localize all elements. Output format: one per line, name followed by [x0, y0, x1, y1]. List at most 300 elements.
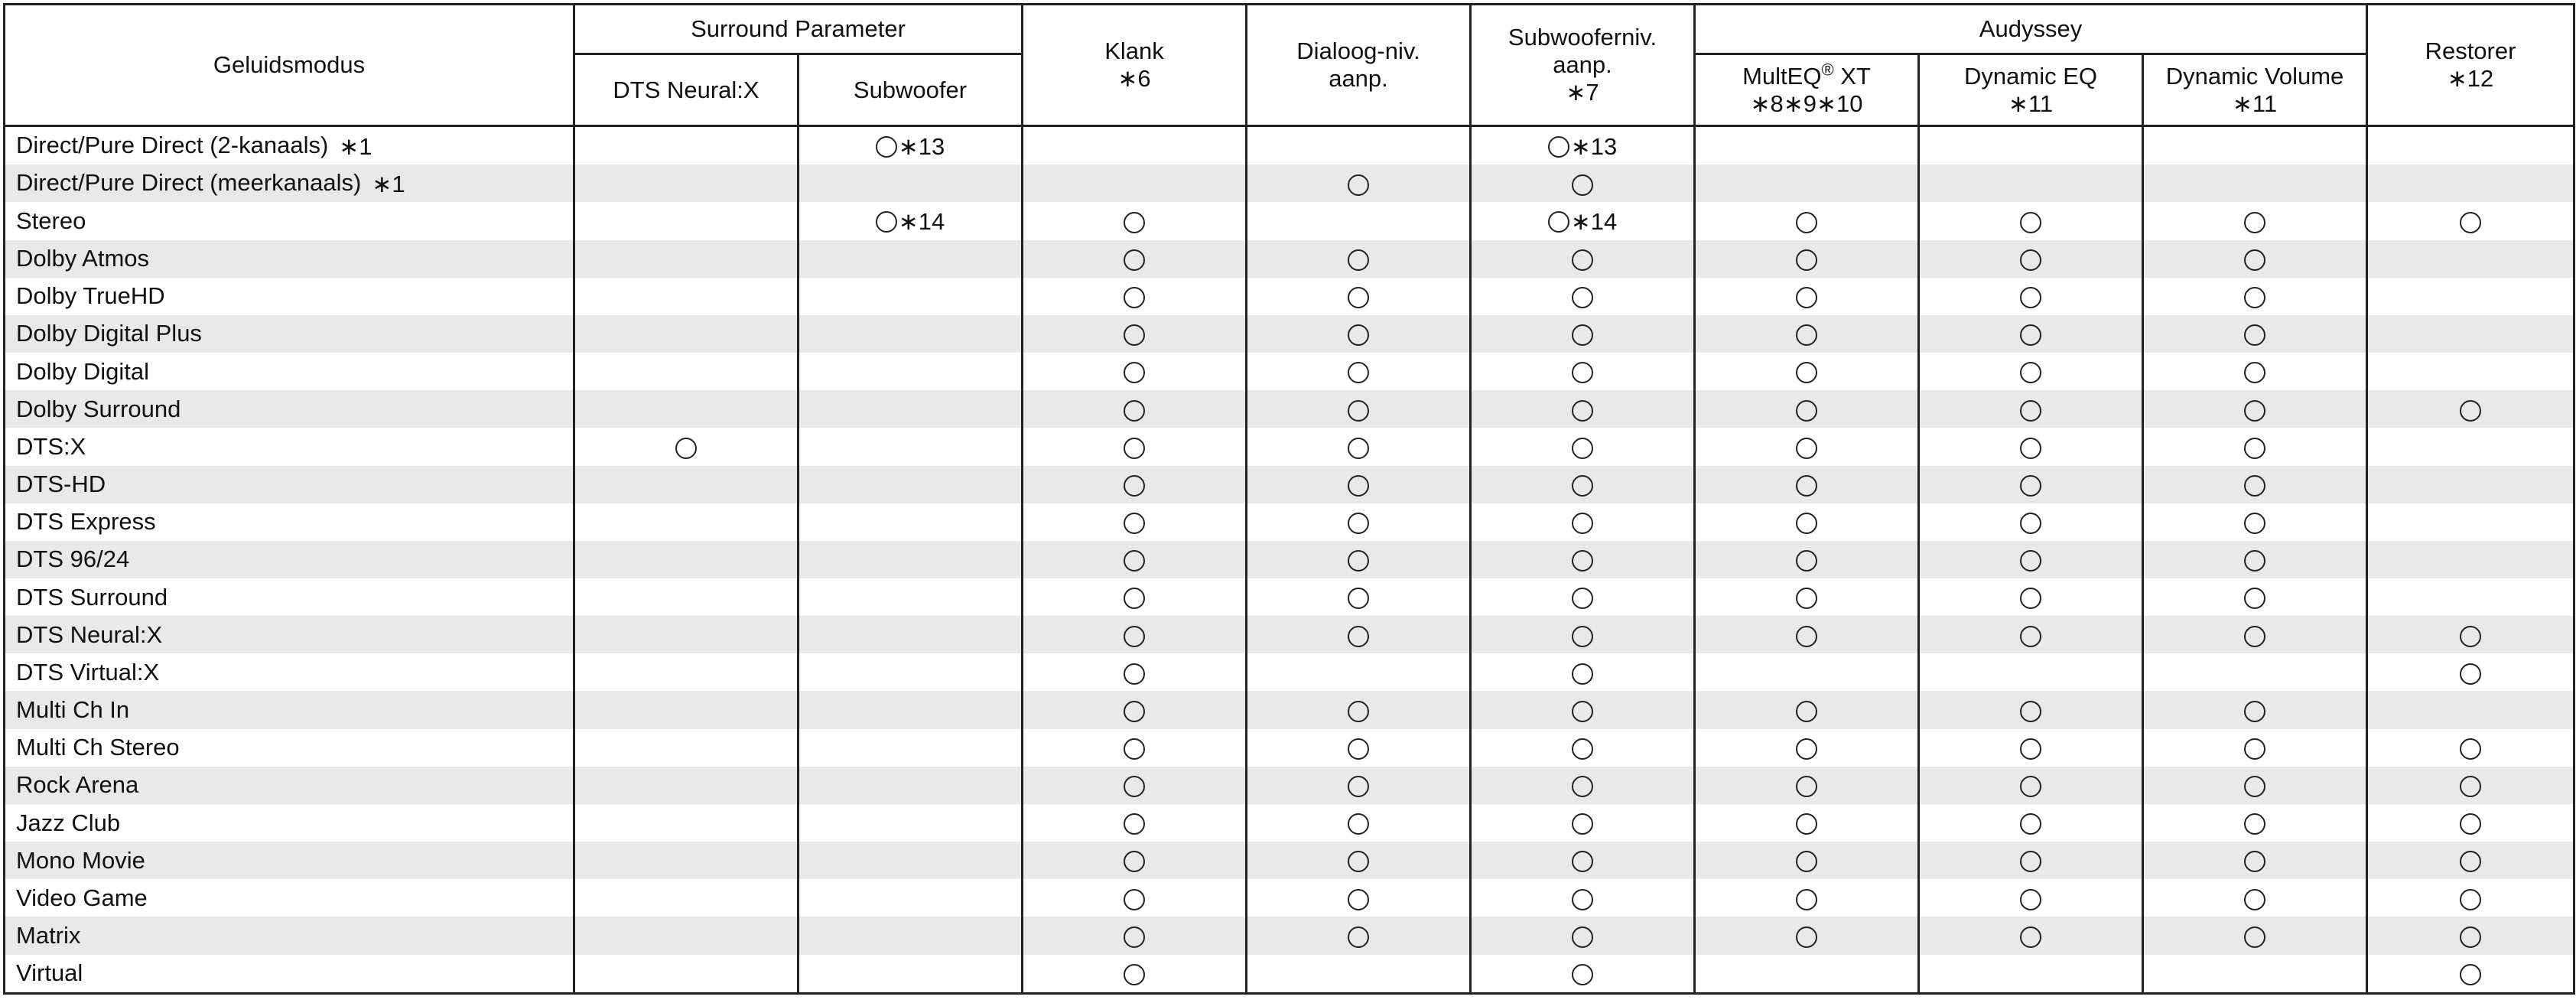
cell-dts-neural-x [574, 653, 798, 691]
cell-dialoog [1247, 202, 1471, 239]
supported-circle-icon [2460, 964, 2481, 985]
cell-dialoog [1247, 353, 1471, 390]
cell-dynamic-volume [2143, 955, 2367, 994]
cell-dts-neural-x [574, 616, 798, 653]
supported-circle-icon [876, 211, 897, 233]
supported-circle-icon [1348, 475, 1369, 497]
supported-circle-icon [1124, 287, 1145, 308]
cell-subwooferniv [1471, 164, 1695, 202]
cell-dynamic-volume [2143, 691, 2367, 728]
supported-circle-icon [2244, 701, 2265, 722]
cell-dynamic-eq [1919, 804, 2143, 842]
sound-mode-label: Multi Ch Stereo [16, 734, 180, 761]
cell-multeq [1695, 390, 1919, 428]
cell-multeq [1695, 428, 1919, 465]
cell-restorer [2367, 842, 2574, 879]
supported-circle-icon [2020, 738, 2041, 760]
sound-mode-cell [5, 917, 574, 954]
cell-multeq [1695, 315, 1919, 353]
supported-circle-icon [1796, 889, 1817, 910]
header-subwooferniv: Subwooferniv. aanp. ∗7 [1471, 5, 1695, 126]
supported-circle-icon [2020, 889, 2041, 910]
supported-circle-icon [1124, 438, 1145, 459]
cell-dynamic-eq [1919, 164, 2143, 202]
cell-klank [1023, 804, 1247, 842]
supported-circle-icon [2244, 324, 2265, 346]
supported-circle-icon [1348, 588, 1369, 609]
cell-dynamic-eq [1919, 917, 2143, 954]
cell-dts-neural-x [574, 691, 798, 728]
cell-klank [1023, 503, 1247, 541]
cell-dynamic-volume [2143, 879, 2367, 917]
supported-circle-icon [1572, 513, 1593, 534]
cell-klank [1023, 428, 1247, 465]
cell-dynamic-volume [2143, 126, 2367, 165]
supported-circle-icon [2460, 851, 2481, 872]
cell-restorer [2367, 353, 2574, 390]
supported-circle-icon [1348, 438, 1369, 459]
supported-circle-icon [2460, 626, 2481, 647]
supported-circle-icon [2460, 212, 2481, 233]
cell-dynamic-volume [2143, 202, 2367, 239]
supported-circle-icon [1348, 701, 1369, 722]
cell-restorer [2367, 541, 2574, 578]
cell-restorer [2367, 315, 2574, 353]
table-row [5, 691, 2574, 728]
sound-mode-label: Virtual [16, 959, 83, 987]
footnote-marker: ∗14 [1570, 207, 1618, 235]
sound-mode-label: DTS-HD [16, 471, 106, 498]
cell-dynamic-volume [2143, 917, 2367, 954]
supported-circle-icon [2020, 362, 2041, 383]
sound-mode-label: DTS:X [16, 432, 86, 460]
cell-dynamic-eq [1919, 578, 2143, 616]
supported-circle-icon [2244, 212, 2265, 233]
supported-circle-icon [2244, 738, 2265, 760]
header-klank: Klank ∗6 [1023, 5, 1247, 126]
sound-mode-cell [5, 240, 574, 278]
cell-klank [1023, 315, 1247, 353]
sound-mode-cell [5, 955, 574, 994]
supported-circle-icon [2020, 550, 2041, 572]
supported-circle-icon [2020, 249, 2041, 271]
cell-dynamic-eq [1919, 691, 2143, 728]
supported-circle-icon [2020, 475, 2041, 497]
cell-klank [1023, 653, 1247, 691]
cell-dialoog [1247, 315, 1471, 353]
supported-circle-icon [1348, 926, 1369, 948]
header-restorer: Restorer ∗12 [2367, 5, 2574, 126]
sound-mode-parameter-table [3, 3, 2575, 995]
cell-restorer [2367, 390, 2574, 428]
table-row [5, 804, 2574, 842]
supported-circle-icon [2460, 400, 2481, 422]
table-row [5, 917, 2574, 954]
cell-dynamic-eq [1919, 126, 2143, 165]
cell-subwooferniv [1471, 653, 1695, 691]
header-audyssey: Audyssey [1695, 5, 2367, 54]
cell-multeq [1695, 691, 1919, 728]
supported-circle-icon [1348, 550, 1369, 572]
supported-circle-icon [1796, 588, 1817, 609]
supported-circle-icon [2244, 438, 2265, 459]
cell-subwooferniv [1471, 126, 1695, 165]
sound-mode-cell [5, 541, 574, 578]
cell-multeq [1695, 164, 1919, 202]
sound-mode-cell [5, 315, 574, 353]
supported-circle-icon [1348, 174, 1369, 196]
cell-klank [1023, 879, 1247, 917]
sound-mode-label: Dolby Surround [16, 395, 181, 422]
sound-mode-cell [5, 466, 574, 503]
supported-circle-icon [1124, 889, 1145, 910]
supported-circle-icon [1796, 626, 1817, 647]
cell-subwoofer [798, 390, 1023, 428]
sound-mode-cell [5, 804, 574, 842]
cell-klank [1023, 353, 1247, 390]
cell-multeq [1695, 616, 1919, 653]
cell-klank [1023, 541, 1247, 578]
supported-circle-icon [1548, 211, 1569, 233]
cell-multeq [1695, 126, 1919, 165]
supported-circle-icon [1796, 776, 1817, 797]
cell-multeq [1695, 578, 1919, 616]
sound-mode-cell [5, 428, 574, 465]
cell-klank [1023, 240, 1247, 278]
supported-circle-icon [2020, 513, 2041, 534]
table-row [5, 278, 2574, 315]
cell-klank [1023, 616, 1247, 653]
supported-circle-icon [1548, 136, 1569, 158]
supported-circle-icon [1572, 738, 1593, 760]
cell-restorer [2367, 653, 2574, 691]
supported-circle-icon [1124, 324, 1145, 346]
supported-circle-icon [1796, 438, 1817, 459]
sound-mode-cell [5, 653, 574, 691]
supported-circle-icon [2020, 438, 2041, 459]
sound-mode-label: Matrix [16, 921, 81, 949]
table-row [5, 315, 2574, 353]
supported-circle-icon [2020, 287, 2041, 308]
cell-dynamic-volume [2143, 240, 2367, 278]
supported-circle-icon [2020, 851, 2041, 872]
cell-dynamic-eq [1919, 729, 2143, 767]
supported-circle-icon [1124, 738, 1145, 760]
supported-circle-icon [1572, 324, 1593, 346]
cell-dts-neural-x [574, 767, 798, 804]
cell-subwoofer [798, 691, 1023, 728]
supported-circle-icon [1796, 851, 1817, 872]
cell-klank [1023, 126, 1247, 165]
supported-circle-icon [2460, 738, 2481, 760]
supported-circle-icon [1348, 249, 1369, 271]
cell-restorer [2367, 278, 2574, 315]
supported-circle-icon [1572, 475, 1593, 497]
cell-subwooferniv [1471, 879, 1695, 917]
cell-subwooferniv [1471, 503, 1695, 541]
sound-mode-label: Rock Arena [16, 771, 139, 799]
supported-circle-icon [1572, 964, 1593, 985]
supported-circle-icon [1796, 926, 1817, 948]
supported-circle-icon [2244, 776, 2265, 797]
supported-circle-icon [1124, 626, 1145, 647]
footnote-marker: ∗13 [1570, 132, 1618, 160]
cell-dynamic-volume [2143, 466, 2367, 503]
cell-dynamic-volume [2143, 390, 2367, 428]
cell-subwoofer [798, 578, 1023, 616]
cell-multeq [1695, 503, 1919, 541]
cell-dialoog [1247, 691, 1471, 728]
supported-circle-icon [2244, 626, 2265, 647]
sound-mode-label: Video Game [16, 884, 148, 911]
supported-circle-icon [1124, 663, 1145, 685]
sound-mode-label: Stereo [16, 207, 86, 234]
supported-circle-icon [2244, 851, 2265, 872]
cell-dialoog [1247, 653, 1471, 691]
supported-circle-icon [1572, 776, 1593, 797]
cell-klank [1023, 842, 1247, 879]
cell-restorer [2367, 164, 2574, 202]
cell-dialoog [1247, 955, 1471, 994]
table-row [5, 879, 2574, 917]
cell-subwooferniv [1471, 202, 1695, 239]
cell-klank [1023, 466, 1247, 503]
footnote-marker: ∗14 [898, 207, 945, 235]
cell-multeq [1695, 541, 1919, 578]
supported-circle-icon [1796, 475, 1817, 497]
supported-circle-icon [1572, 287, 1593, 308]
sound-mode-cell [5, 202, 574, 239]
cell-subwooferniv [1471, 691, 1695, 728]
cell-dynamic-eq [1919, 466, 2143, 503]
cell-restorer [2367, 729, 2574, 767]
supported-circle-icon [1572, 813, 1593, 835]
header-multeq-xt: MultEQ® XT ∗8∗9∗10 [1695, 54, 1919, 126]
supported-circle-icon [1348, 738, 1369, 760]
cell-dialoog [1247, 842, 1471, 879]
cell-dynamic-eq [1919, 202, 2143, 239]
cell-multeq [1695, 842, 1919, 879]
cell-subwoofer [798, 126, 1023, 165]
supported-circle-icon [1348, 889, 1369, 910]
cell-dynamic-eq [1919, 240, 2143, 278]
cell-klank [1023, 767, 1247, 804]
cell-subwoofer [798, 503, 1023, 541]
sound-mode-label: DTS 96/24 [16, 545, 130, 573]
supported-circle-icon [1348, 776, 1369, 797]
supported-circle-icon [1124, 851, 1145, 872]
table-row [5, 164, 2574, 202]
cell-dynamic-eq [1919, 616, 2143, 653]
supported-circle-icon [2244, 362, 2265, 383]
table-row [5, 428, 2574, 465]
supported-circle-icon [1796, 550, 1817, 572]
sound-mode-cell [5, 691, 574, 728]
supported-circle-icon [1796, 701, 1817, 722]
supported-circle-icon [1124, 776, 1145, 797]
supported-circle-icon [1572, 249, 1593, 271]
cell-subwoofer [798, 879, 1023, 917]
cell-restorer [2367, 202, 2574, 239]
cell-dynamic-eq [1919, 278, 2143, 315]
cell-subwooferniv [1471, 729, 1695, 767]
cell-subwoofer [798, 955, 1023, 994]
cell-dialoog [1247, 503, 1471, 541]
sound-mode-label: Mono Movie [16, 846, 145, 874]
cell-dts-neural-x [574, 240, 798, 278]
supported-circle-icon [1572, 663, 1593, 685]
header-dialoog: Dialoog-niv. aanp. [1247, 5, 1471, 126]
table-row [5, 541, 2574, 578]
supported-circle-icon [2244, 889, 2265, 910]
cell-subwooferniv [1471, 804, 1695, 842]
supported-circle-icon [876, 136, 897, 158]
cell-subwooferniv [1471, 541, 1695, 578]
sound-mode-cell [5, 578, 574, 616]
supported-circle-icon [2020, 701, 2041, 722]
sound-mode-label: Dolby TrueHD [16, 282, 165, 310]
cell-dynamic-eq [1919, 541, 2143, 578]
supported-circle-icon [2244, 813, 2265, 835]
supported-circle-icon [1796, 738, 1817, 760]
table-row [5, 578, 2574, 616]
sound-mode-cell [5, 278, 574, 315]
cell-dts-neural-x [574, 390, 798, 428]
cell-dynamic-volume [2143, 164, 2367, 202]
supported-circle-icon [1348, 813, 1369, 835]
cell-dts-neural-x [574, 278, 798, 315]
supported-circle-icon [1572, 626, 1593, 647]
sound-mode-cell [5, 729, 574, 767]
supported-circle-icon [1124, 926, 1145, 948]
supported-circle-icon [1796, 813, 1817, 835]
supported-circle-icon [1124, 249, 1145, 271]
table-row [5, 729, 2574, 767]
supported-circle-icon [1124, 362, 1145, 383]
footnote-marker: ∗1 [372, 170, 405, 197]
supported-circle-icon [1572, 926, 1593, 948]
cell-restorer [2367, 466, 2574, 503]
supported-circle-icon [1796, 362, 1817, 383]
supported-circle-icon [1796, 212, 1817, 233]
cell-subwooferniv [1471, 842, 1695, 879]
cell-dynamic-eq [1919, 767, 2143, 804]
cell-dynamic-volume [2143, 578, 2367, 616]
cell-dynamic-eq [1919, 653, 2143, 691]
cell-dts-neural-x [574, 503, 798, 541]
sound-mode-cell [5, 353, 574, 390]
cell-dts-neural-x [574, 202, 798, 239]
supported-circle-icon [1124, 212, 1145, 233]
cell-dynamic-volume [2143, 767, 2367, 804]
supported-circle-icon [2244, 513, 2265, 534]
cell-restorer [2367, 616, 2574, 653]
cell-dynamic-volume [2143, 653, 2367, 691]
cell-dynamic-volume [2143, 804, 2367, 842]
header-dynamic-eq: Dynamic EQ ∗11 [1919, 54, 2143, 126]
cell-klank [1023, 164, 1247, 202]
table-row [5, 353, 2574, 390]
supported-circle-icon [2460, 926, 2481, 948]
table-row [5, 503, 2574, 541]
cell-dynamic-eq [1919, 503, 2143, 541]
supported-circle-icon [2244, 400, 2265, 422]
supported-circle-icon [1796, 287, 1817, 308]
cell-restorer [2367, 240, 2574, 278]
cell-restorer [2367, 917, 2574, 954]
cell-dynamic-volume [2143, 315, 2367, 353]
cell-klank [1023, 917, 1247, 954]
cell-subwooferniv [1471, 315, 1695, 353]
cell-dialoog [1247, 126, 1471, 165]
cell-restorer [2367, 691, 2574, 728]
supported-circle-icon [2244, 588, 2265, 609]
header-geluidsmodus: Geluidsmodus [5, 5, 574, 126]
cell-dts-neural-x [574, 955, 798, 994]
supported-circle-icon [2460, 889, 2481, 910]
cell-multeq [1695, 240, 1919, 278]
supported-circle-icon [2020, 776, 2041, 797]
sound-mode-label: Dolby Digital [16, 357, 150, 385]
footnote-marker: ∗1 [339, 132, 372, 160]
cell-subwooferniv [1471, 428, 1695, 465]
cell-dynamic-volume [2143, 503, 2367, 541]
cell-klank [1023, 578, 1247, 616]
table-row [5, 126, 2574, 165]
cell-subwoofer [798, 240, 1023, 278]
supported-circle-icon [1348, 851, 1369, 872]
cell-dts-neural-x [574, 353, 798, 390]
supported-circle-icon [1572, 701, 1593, 722]
cell-klank [1023, 729, 1247, 767]
cell-dts-neural-x [574, 428, 798, 465]
sound-mode-label: DTS Virtual:X [16, 658, 160, 685]
cell-dynamic-volume [2143, 616, 2367, 653]
cell-multeq [1695, 653, 1919, 691]
sound-mode-cell [5, 767, 574, 804]
cell-restorer [2367, 804, 2574, 842]
supported-circle-icon [1348, 362, 1369, 383]
sound-mode-label: Direct/Pure Direct (2-kanaals) [16, 131, 329, 158]
cell-dynamic-eq [1919, 955, 2143, 994]
cell-multeq [1695, 278, 1919, 315]
supported-circle-icon [2460, 776, 2481, 797]
supported-circle-icon [1348, 324, 1369, 346]
cell-klank [1023, 691, 1247, 728]
cell-dynamic-eq [1919, 879, 2143, 917]
cell-multeq [1695, 729, 1919, 767]
supported-circle-icon [675, 438, 697, 459]
table-row [5, 240, 2574, 278]
cell-restorer [2367, 578, 2574, 616]
cell-restorer [2367, 126, 2574, 165]
table-row [5, 767, 2574, 804]
sound-mode-label: Dolby Atmos [16, 245, 150, 272]
sound-mode-cell [5, 879, 574, 917]
supported-circle-icon [2460, 813, 2481, 835]
cell-subwoofer [798, 541, 1023, 578]
supported-circle-icon [1572, 851, 1593, 872]
supported-circle-icon [1796, 249, 1817, 271]
cell-subwoofer [798, 917, 1023, 954]
cell-dts-neural-x [574, 842, 798, 879]
sound-mode-cell [5, 390, 574, 428]
table-row [5, 955, 2574, 994]
cell-dts-neural-x [574, 729, 798, 767]
cell-klank [1023, 278, 1247, 315]
cell-multeq [1695, 955, 1919, 994]
cell-subwoofer [798, 729, 1023, 767]
